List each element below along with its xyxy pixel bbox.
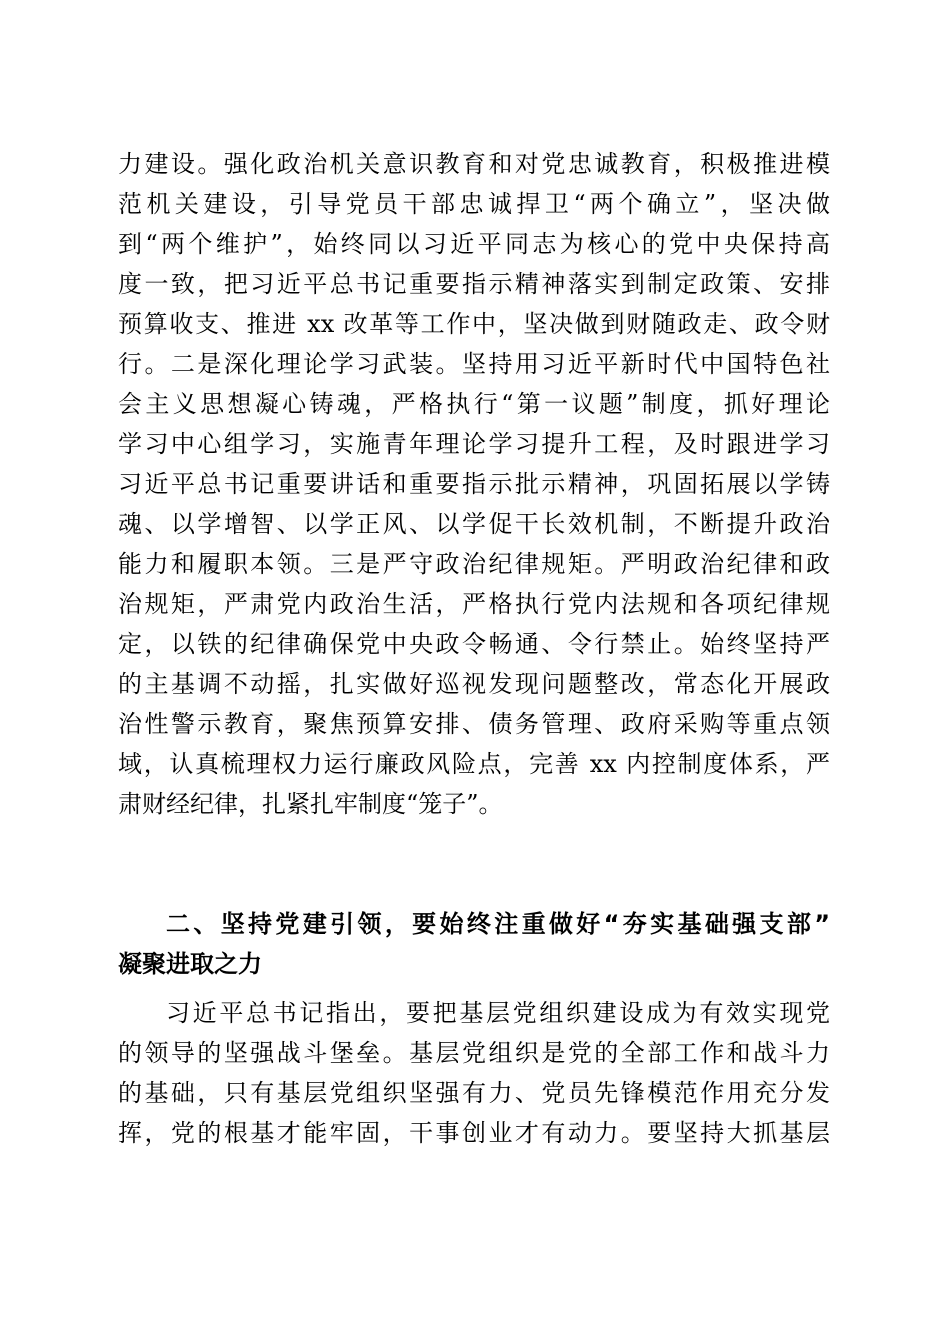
- text-line: 度一致，把习近平总书记重要指示精神落实到制定政策、安排: [118, 270, 830, 298]
- text-line: 治性警示教育，聚焦预算安排、债务管理、政府采购等重点领: [118, 710, 830, 738]
- text-line: 的基础，只有基层党组织坚强有力、党员先锋模范作用充分发: [118, 1079, 830, 1107]
- text-line: 能力和履职本领。三是严守政治纪律规矩。严明政治纪律和政: [118, 550, 830, 578]
- text-line: 到“两个维护”，始终同以习近平同志为核心的党中央保持高: [118, 230, 830, 258]
- text-line: 定，以铁的纪律确保党中央政令畅通、令行禁止。始终坚持严: [118, 630, 830, 658]
- text-line: 范机关建设，引导党员干部忠诚捍卫“两个确立”，坚决做: [118, 190, 830, 218]
- heading-line: 凝聚进取之力: [118, 950, 262, 978]
- heading-line: 二、坚持党建引领，要始终注重做好“夯实基础强支部”: [166, 910, 830, 938]
- text-line: 力建设。强化政治机关意识教育和对党忠诚教育，积极推进模: [118, 150, 830, 178]
- paragraph-grassroots: [118, 993, 830, 1153]
- text-line: 的主基调不动摇，扎实做好巡视发现问题整改，常态化开展政: [118, 670, 830, 698]
- text-line: 预算收支、推进 xx 改革等工作中，坚决做到财随政走、政令财: [118, 310, 830, 338]
- text-line: 的领导的坚强战斗堡垒。基层党组织是党的全部工作和战斗力: [118, 1039, 830, 1067]
- text-line: 域，认真梳理权力运行廉政风险点，完善 xx 内控制度体系，严: [118, 750, 830, 778]
- text-line: 会主义思想凝心铸魂，严格执行“第一议题”制度，抓好理论: [118, 390, 830, 418]
- text-line: 习近平总书记重要讲话和重要指示批示精神，巩固拓展以学铸: [118, 470, 830, 498]
- text-line: 魂、以学增智、以学正风、以学促干长效机制，不断提升政治: [118, 510, 830, 538]
- text-line: 行。二是深化理论学习武装。坚持用习近平新时代中国特色社: [118, 350, 830, 378]
- text-line: 习近平总书记指出，要把基层党组织建设成为有效实现党: [166, 999, 830, 1027]
- text-line: 肃财经纪律，扎紧扎牢制度“笼子”。: [118, 790, 503, 818]
- text-line: 治规矩，严肃党内政治生活，严格执行党内法规和各项纪律规: [118, 590, 830, 618]
- text-line: 挥，党的根基才能牢固，干事创业才有动力。要坚持大抓基层: [118, 1119, 830, 1147]
- section-heading-2: [118, 904, 830, 984]
- paragraph-political-building: [118, 144, 830, 824]
- text-line: 学习中心组学习，实施青年理论学习提升工程，及时跟进学习: [118, 430, 830, 458]
